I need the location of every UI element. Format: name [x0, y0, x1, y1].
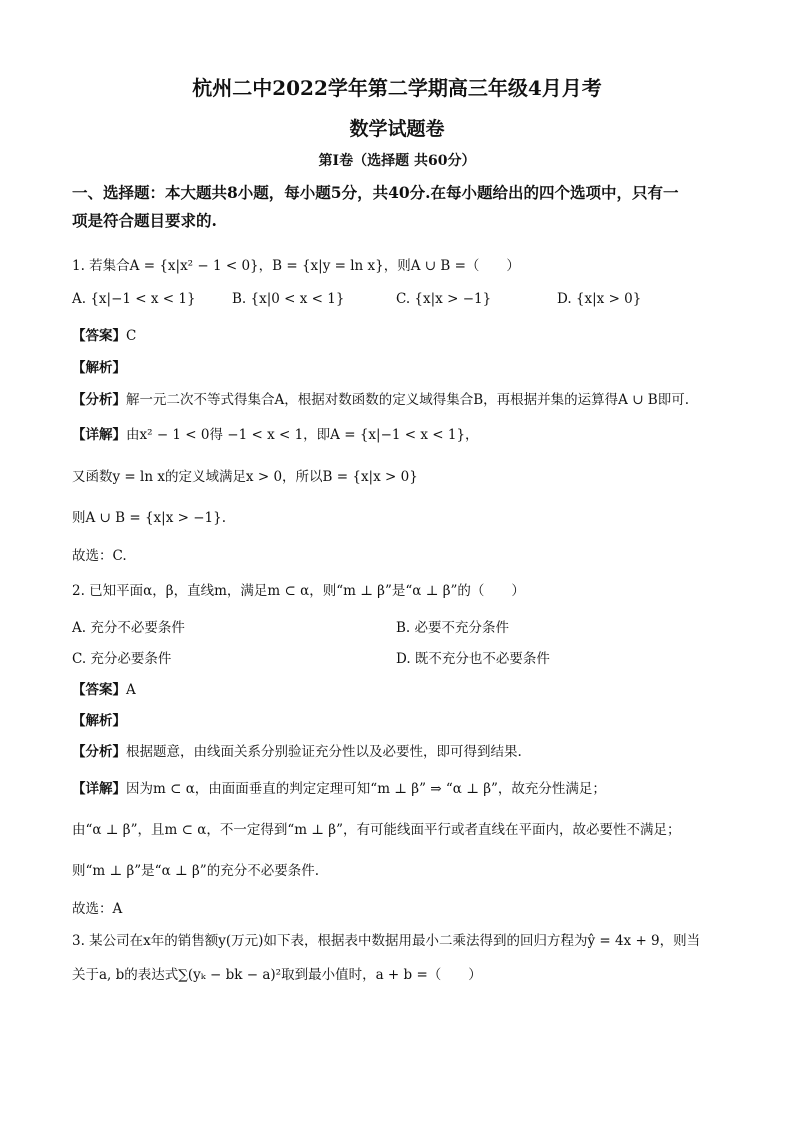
q1-stem: 1. 若集合A = {x|x² − 1 < 0}，B = {x|y = ln x}，则A ∪ B =（ ）: [72, 258, 520, 274]
q3-stem-line2: 关于a, b的表达式∑(yₖ − bk − a)²取到最小值时，a + b =（ ）: [72, 967, 482, 983]
answer-tag: 【答案】: [72, 682, 126, 698]
q1-detail-line3: 则A ∪ B = {x|x > −1}.: [72, 510, 226, 526]
q2-analysis: [72, 743, 522, 761]
part-heading: 第Ⅰ卷（选择题 共60分）: [318, 153, 476, 169]
detail-tag: 【详解】: [72, 781, 126, 797]
exam-title: 杭州二中2022学年第二学期高三年级4月月考: [192, 76, 602, 100]
q2-answer: [72, 681, 136, 699]
exam-subtitle: 数学试题卷: [349, 118, 445, 140]
analysis-text: 根据题意，由线面关系分别验证充分性以及必要性，即可得到结果.: [126, 744, 522, 760]
detail-text: 因为m ⊂ α，由面面垂直的判定定理可知“m ⊥ β” ⇒ “α ⊥ β”，故充分性满足；: [126, 781, 606, 797]
section-instructions-line2: 项是符合题目要求的.: [72, 211, 217, 230]
q1-detail-line2: 又函数y = ln x的定义域满足x > 0，所以B = {x|x > 0}: [72, 469, 418, 485]
q2-detail-line3: 则“m ⊥ β”是“α ⊥ β”的充分不必要条件.: [72, 863, 319, 879]
answer-value: A: [126, 682, 136, 698]
q2-conclusion: 故选：A: [72, 901, 123, 917]
answer-value: C: [126, 328, 137, 344]
q1-jiexi-tag: 【解析】: [72, 360, 126, 376]
q1-answer: [72, 327, 136, 345]
q2-option-c: C. 充分必要条件: [72, 651, 172, 667]
section-instructions-line1: 一、选择题：本大题共8小题，每小题5分，共40分.在每小题给出的四个选项中，只有一: [72, 183, 679, 202]
q2-detail-line2: 由“α ⊥ β”，且m ⊂ α，不一定得到“m ⊥ β”，有可能线面平行或者直线在平面内，故必要性不满足；: [72, 822, 681, 838]
q2-detail: [72, 780, 606, 798]
q2-option-a: A. 充分不必要条件: [72, 620, 185, 636]
answer-tag: 【答案】: [72, 328, 126, 344]
q1-conclusion: 故选：C.: [72, 548, 127, 564]
q3-stem-line1: 3. 某公司在x年的销售额y(万元)如下表，根据表中数据用最小二乘法得到的回归方程为ŷ = 4x + 9，则当: [72, 933, 701, 949]
q2-stem: 2. 已知平面α，β，直线m，满足m ⊂ α，则“m ⊥ β”是“α ⊥ β”的（ ）: [72, 583, 525, 599]
detail-text: 由x² − 1 < 0得 −1 < x < 1，即A = {x|−1 < x < 1}，: [126, 427, 479, 443]
analysis-tag: 【分析】: [72, 744, 126, 760]
q1-option-b: B. {x|0 < x < 1}: [232, 291, 345, 307]
analysis-tag: 【分析】: [72, 392, 126, 408]
q2-option-b: B. 必要不充分条件: [396, 620, 510, 636]
q1-option-d: D. {x|x > 0}: [557, 291, 642, 307]
detail-tag: 【详解】: [72, 427, 126, 443]
q1-option-a: A. {x|−1 < x < 1}: [72, 291, 196, 307]
q1-detail: [72, 426, 479, 444]
analysis-text: 解一元二次不等式得集合A，根据对数函数的定义域得集合B，再根据并集的运算得A ∪ B即可.: [126, 392, 690, 408]
q2-option-d: D. 既不充分也不必要条件: [396, 651, 550, 667]
q1-analysis: [72, 391, 689, 409]
q1-option-c: C. {x|x > −1}: [396, 291, 492, 307]
q2-jiexi-tag: 【解析】: [72, 713, 126, 729]
